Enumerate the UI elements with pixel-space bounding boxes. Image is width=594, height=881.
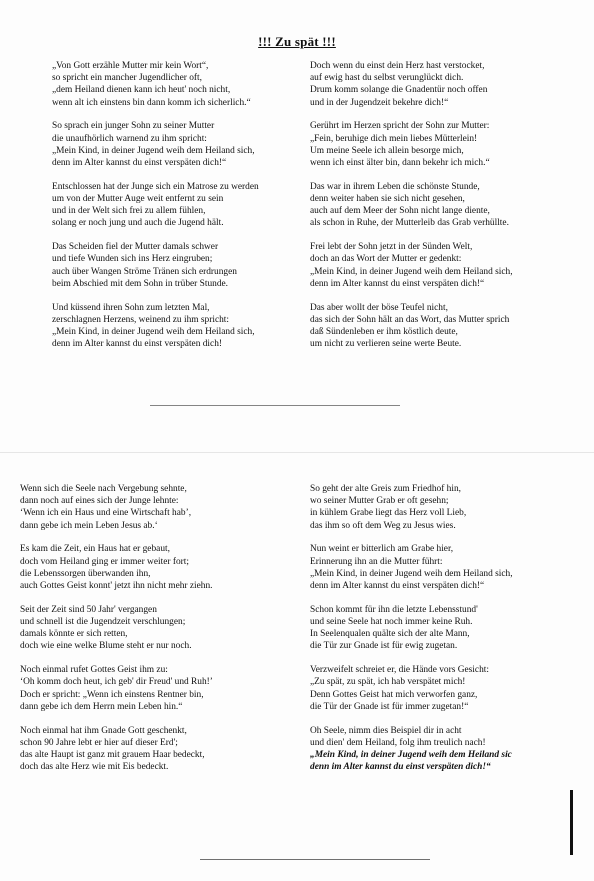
- stanza: [52, 241, 310, 290]
- verse-line: so spricht ein mancher Jugendlicher oft,: [52, 73, 202, 84]
- verse-line: Schon kommt für ihn die letzte Lebensstund': [310, 604, 478, 615]
- stanza: [310, 483, 568, 532]
- verse-line: ‘Oh komm doch heut, ich geb' dir Freud' und Ruh!’: [20, 677, 213, 688]
- stanza: [52, 120, 310, 169]
- stanza: [310, 120, 568, 169]
- verse-line: Wenn sich die Seele nach Vergebung sehnte,: [20, 484, 187, 494]
- page-fold-line: [0, 452, 594, 453]
- verse-line: die Tür der Gnade ist für immer zugetan!“: [310, 701, 469, 712]
- verse-line: auch über Wangen Ströme Tränen sich erdrungen: [52, 266, 237, 277]
- stanza: [20, 483, 278, 532]
- verse-line: denn weiter haben sie sich nicht gesehen,: [310, 194, 465, 205]
- verse-line: das sich der Sohn hält an das Wort, das Mutter sprich: [310, 314, 510, 325]
- verse-line: Noch einmal hat ihm Gnade Gott geschenkt,: [20, 725, 187, 736]
- verse-line: schon 90 Jahre lebt er hier auf dieser Erd';: [20, 737, 178, 748]
- verse-line: Noch einmal rufet Gottes Geist ihm zu:: [20, 665, 168, 676]
- top-right-column: [310, 60, 568, 362]
- stanza: [310, 181, 568, 230]
- verse-line: denn im Alter kannst du einst verspäten dich!“: [52, 158, 227, 169]
- verse-line: und seine Seele hat noch immer keine Ruh.: [310, 617, 473, 628]
- verse-line: um von der Mutter Auge weit entfernt zu sein: [52, 194, 224, 205]
- verse-line: und in der Jugendzeit bekehre dich!“: [310, 97, 449, 108]
- verse-line: In Seelenqualen quälte sich der alte Mann,: [310, 629, 470, 640]
- stanza: [310, 604, 568, 653]
- verse-line: Das war in ihrem Leben die schönste Stunde,: [310, 181, 480, 192]
- stanza: [52, 181, 310, 230]
- verse-line: doch das alte Herz wie mit Eis bedeckt.: [20, 762, 169, 773]
- verse-line: als schon in Ruhe, der Mutterleib das Grab verhüllte.: [310, 218, 509, 229]
- verse-line: doch an das Wort der Mutter er gedenkt:: [310, 254, 462, 265]
- verse-line: Drum komm solange die Gnadentür noch offen: [310, 85, 488, 96]
- verse-line: um nicht zu verlieren seine werte Beute.: [310, 339, 462, 350]
- top-left-column: [52, 60, 310, 362]
- verse-line: dann gebe ich mein Leben Jesus ab.‘: [20, 520, 158, 531]
- verse-line: Um meine Seele ich allein besorge mich,: [310, 145, 464, 156]
- verse-line: „Zu spät, zu spät, ich hab verspätet mich!: [310, 677, 466, 688]
- verse-line: „Fein, beruhige dich mein liebes Mütterlein!: [310, 133, 478, 144]
- verse-line: denn im Alter kannst du einst verspäten dich!“: [310, 278, 485, 289]
- verse-line: Nun weint er bitterlich am Grabe hier,: [310, 544, 454, 555]
- verse-line: Entschlossen hat der Junge sich ein Matrose zu werden: [52, 181, 259, 192]
- verse-line: in kühlem Grabe liegt das Herz voll Lieb,: [310, 508, 467, 519]
- verse-line: denn im Alter kannst du einst verspäten dich!: [52, 339, 223, 350]
- stanza: [310, 241, 568, 290]
- verse-line: die Lebenssorgen überwanden ihn,: [20, 568, 151, 579]
- verse-line: und dien' dem Heiland, folg ihm treulich nach!: [310, 737, 486, 748]
- bottom-left-column: [20, 483, 278, 785]
- verse-line: Frei lebt der Sohn jetzt in der Sünden Welt,: [310, 242, 473, 253]
- stanza: [52, 302, 310, 351]
- margin-bar-mark: [570, 790, 573, 855]
- verse-line: und in der Welt sich frei zu allem fühlen,: [52, 206, 206, 217]
- verse-line: auch auf dem Meer der Sohn nicht lange diente,: [310, 206, 490, 217]
- verse-line: zerschlagnen Herzens, weinend zu ihm spricht:: [52, 314, 230, 325]
- verse-line: Es kam die Zeit, ein Haus hat er gebaut,: [20, 544, 170, 555]
- verse-line: „Mein Kind, in deiner Jugend weih dem Heiland sic: [310, 750, 512, 761]
- stanza: [310, 543, 568, 592]
- verse-line: „Mein Kind, in deiner Jugend weih dem Heiland sich,: [310, 266, 513, 277]
- verse-line: „Von Gott erzähle Mutter mir kein Wort“,: [52, 61, 209, 71]
- verse-line: Das aber wollt der böse Teufel nicht,: [310, 302, 448, 313]
- verse-line: denn im Alter kannst du einst verspäten dich!“: [310, 581, 485, 592]
- verse-line: wenn ich einst älter bin, dann bekehr ich mich.“: [310, 158, 490, 169]
- verse-line: damals könnte er sich retten,: [20, 629, 128, 640]
- verse-line: Und küssend ihren Sohn zum letzten Mal,: [52, 302, 210, 313]
- poem-title: !!! Zu spät !!!: [258, 34, 336, 49]
- verse-line: ‘Wenn ich ein Haus und eine Wirtschaft hab’,: [20, 508, 192, 519]
- verse-line: Das Scheiden fiel der Mutter damals schwer: [52, 242, 219, 253]
- verse-line: „Mein Kind, in deiner Jugend weih dem Heiland sich,: [310, 568, 513, 579]
- stanza: [20, 664, 278, 713]
- verse-line: dann gebe ich dem Herrn mein Leben hin.“: [20, 701, 183, 712]
- verse-line: auch Gottes Geist konnt' jetzt ihn nicht mehr ziehn.: [20, 581, 213, 592]
- verse-line: solang er noch jung und auch die Jugend hält.: [52, 218, 224, 229]
- verse-line: die Tür zur Gnade ist für ewig zugetan.: [310, 641, 458, 652]
- verse-line: die unaufhörlich warnend zu ihm spricht:: [52, 133, 207, 144]
- verse-line: und tiefe Wunden sich ins Herz eingruben;: [52, 254, 213, 265]
- stanza: [310, 60, 568, 109]
- bottom-right-column: [310, 483, 568, 785]
- stanza: [20, 725, 278, 774]
- verse-line: und schnell ist die Jugendzeit verschlungen;: [20, 617, 186, 628]
- verse-line: wenn alt ich einstens bin dann komm ich sicherlich.“: [52, 97, 251, 108]
- bottom-divider: [200, 859, 430, 860]
- verse-line: „dem Heiland dienen kann ich heut' noch nicht,: [52, 85, 231, 96]
- verse-line: daß Sündenleben er ihm köstlich deute,: [310, 327, 458, 338]
- verse-line: So sprach ein junger Sohn zu seiner Mutter: [52, 121, 215, 132]
- verse-line: „Mein Kind, in deiner Jugend weih dem Heiland sich,: [52, 327, 255, 338]
- stanza: [20, 543, 278, 592]
- verse-line: Verzweifelt schreiet er, die Hände vors Gesicht:: [310, 665, 489, 676]
- stanza: [52, 60, 310, 109]
- verse-line: beim Abschied mit dem Sohn in trüber Stunde.: [52, 278, 229, 289]
- verse-line: doch wie eine welke Blume steht er nur noch.: [20, 641, 192, 652]
- verse-line: das alte Haupt ist ganz mit grauem Haar bedeckt,: [20, 750, 205, 761]
- verse-line: Doch er spricht: „Wenn ich einstens Rentner bin,: [20, 689, 204, 700]
- stanza: [20, 604, 278, 653]
- verse-line: denn im Alter kannst du einst verspäten dich!“: [310, 762, 491, 773]
- verse-line: wo seiner Mutter Grab er oft gesehn;: [310, 496, 449, 507]
- verse-line: Gerührt im Herzen spricht der Sohn zur Mutter:: [310, 121, 490, 132]
- verse-line: dann noch auf eines sich der Junge lehnte:: [20, 496, 179, 507]
- verse-line: Oh Seele, nimm dies Beispiel dir in acht: [310, 725, 462, 736]
- verse-line: „Mein Kind, in deiner Jugend weih dem Heiland sich,: [52, 145, 255, 156]
- stanza: [310, 302, 568, 351]
- verse-line: Doch wenn du einst dein Herz hast verstocket,: [310, 61, 485, 71]
- verse-line: So geht der alte Greis zum Friedhof hin,: [310, 484, 462, 494]
- verse-line: auf ewig hast du selbst verunglückt dich.: [310, 73, 464, 84]
- verse-line: Erinnerung ihn an die Mutter führt:: [310, 556, 443, 567]
- verse-line: Denn Gottes Geist hat mich verworfen ganz,: [310, 689, 478, 700]
- verse-line: Seit der Zeit sind 50 Jahr' vergangen: [20, 604, 157, 615]
- stanza: [310, 664, 568, 713]
- verse-line: das ihm so oft dem Weg zu Jesus wies.: [310, 520, 456, 531]
- top-divider: [150, 405, 400, 406]
- verse-line: doch vom Heiland ging er immer weiter fort;: [20, 556, 189, 567]
- stanza: [310, 725, 568, 774]
